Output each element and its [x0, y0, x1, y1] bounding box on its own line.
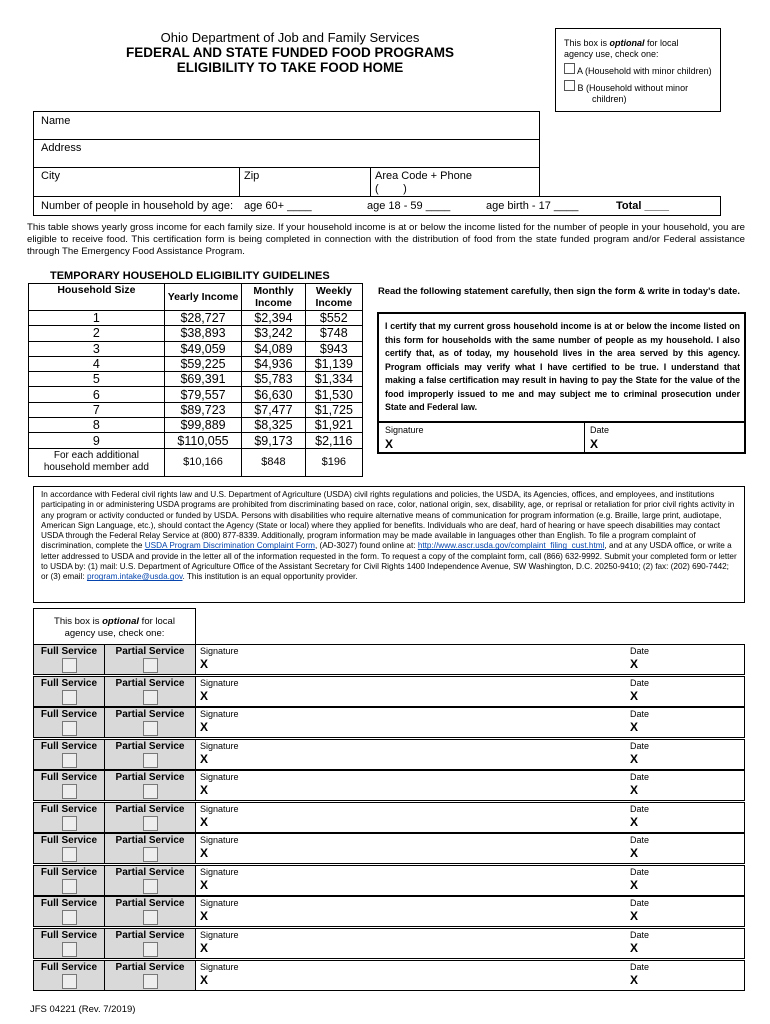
table-row — [29, 418, 363, 433]
table-cell: $848 — [242, 448, 305, 476]
service-date-label: Date — [630, 898, 650, 908]
service-signature-row — [33, 770, 745, 801]
full-service-cell: Full Service — [33, 833, 105, 864]
full-service-checkbox[interactable] — [62, 816, 77, 831]
service-date-label: Date — [630, 867, 650, 877]
partial-service-cell: Partial Service — [104, 865, 196, 896]
partial-service-checkbox[interactable] — [143, 690, 158, 705]
table-cell: $943 — [305, 341, 362, 356]
agebirth-field[interactable]: age birth - 17 ____ — [486, 200, 579, 212]
table-cell: $49,059 — [164, 341, 241, 356]
table-cell: $1,139 — [305, 356, 362, 371]
service-signature-row — [33, 802, 745, 833]
table-row — [29, 372, 363, 387]
full-service-checkbox[interactable] — [62, 974, 77, 989]
partial-service-cell: Partial Service — [104, 802, 196, 833]
full-service-cell: Full Service — [33, 896, 105, 927]
partial-service-checkbox[interactable] — [143, 910, 158, 925]
service-signature-row — [33, 960, 745, 991]
full-service-checkbox[interactable] — [62, 879, 77, 894]
zip-field[interactable]: Zip — [239, 167, 371, 197]
table-title: TEMPORARY HOUSEHOLD ELIGIBILITY GUIDELINES — [50, 270, 330, 282]
table-cell: $2,116 — [305, 433, 362, 448]
table-cell: $59,225 — [164, 356, 241, 371]
table-cell: $79,557 — [164, 387, 241, 402]
partial-service-cell: Partial Service — [104, 739, 196, 770]
service-signature-row — [33, 644, 745, 675]
table-cell: $1,725 — [305, 402, 362, 417]
table-cell: $69,391 — [164, 372, 241, 387]
full-service-checkbox[interactable] — [62, 753, 77, 768]
service-date-field[interactable]: X — [630, 783, 639, 797]
service-date-label: Date — [630, 804, 650, 814]
col-monthly: Monthly Income — [242, 284, 305, 311]
table-cell: $552 — [305, 311, 362, 326]
service-signature-row — [33, 676, 745, 707]
partial-service-checkbox[interactable] — [143, 879, 158, 894]
cert-date-field[interactable]: Date X — [585, 421, 744, 452]
service-signature-field[interactable]: Signature X Date X — [196, 928, 745, 959]
service-signature-field[interactable]: Signature X Date X — [196, 896, 745, 927]
partial-service-cell: Partial Service — [104, 644, 196, 675]
service-date-label: Date — [630, 741, 650, 751]
partial-service-cell: Partial Service — [104, 960, 196, 991]
full-service-cell: Full Service — [33, 928, 105, 959]
col-weekly: Weekly Income — [305, 284, 362, 311]
partial-service-cell: Partial Service — [104, 676, 196, 707]
service-signature-row — [33, 739, 745, 770]
service-date-field[interactable]: X — [630, 973, 639, 987]
service-signature-field[interactable]: Signature X Date X — [196, 833, 745, 864]
service-date-field[interactable]: X — [630, 909, 639, 923]
table-row — [29, 433, 363, 448]
email-link[interactable]: program.intake@usda.gov — [86, 572, 183, 582]
address-field[interactable]: Address — [33, 139, 540, 168]
full-service-cell: Full Service — [33, 644, 105, 675]
full-service-cell: Full Service — [33, 676, 105, 707]
option-b-checkbox[interactable] — [564, 80, 575, 91]
service-date-label: Date — [630, 930, 650, 940]
table-cell: $7,477 — [242, 402, 305, 417]
table-cell: $99,889 — [164, 418, 241, 433]
form-header — [40, 30, 540, 75]
service-date-field[interactable]: X — [630, 657, 639, 671]
full-service-cell: Full Service — [33, 802, 105, 833]
partial-service-checkbox[interactable] — [143, 753, 158, 768]
service-date-field[interactable]: X — [630, 720, 639, 734]
certification-text: I certify that my current gross household income is at or below the income listed on this form for households with the same number of people as my household. I also certify that, as of today, my household lives in the area served by this agency. Program officials may verify what I have certified to be true. I understand that making a false certification may result in having to pay the State for the value of the food improperly issued to me and may subject me to criminal prosecution under State and Federal law. — [385, 321, 740, 412]
service-signature-field[interactable]: Signature X Date X — [196, 739, 745, 770]
full-service-checkbox[interactable] — [62, 690, 77, 705]
total-field[interactable]: Total ____ — [616, 200, 669, 212]
service-date-field[interactable]: X — [630, 815, 639, 829]
full-service-cell: Full Service — [33, 707, 105, 738]
service-signature-field[interactable]: Signature X Date X — [196, 644, 745, 675]
full-service-checkbox[interactable] — [62, 721, 77, 736]
service-date-field[interactable]: X — [630, 941, 639, 955]
table-cell: $89,723 — [164, 402, 241, 417]
form-subtitle: ELIGIBILITY TO TAKE FOOD HOME — [176, 60, 404, 75]
service-signature-field[interactable]: Signature X Date X — [196, 770, 745, 801]
table-cell: $4,089 — [242, 341, 305, 356]
full-service-checkbox[interactable] — [62, 847, 77, 862]
service-date-label: Date — [630, 835, 650, 845]
table-cell: $9,173 — [242, 433, 305, 448]
table-cell: $6,630 — [242, 387, 305, 402]
table-row — [29, 402, 363, 417]
partial-service-checkbox[interactable] — [143, 721, 158, 736]
household-ages-row: Number of people in household by age: age 60+ ____ age 18 - 59 ____ age birth - 17 ____ Total ____ — [33, 196, 721, 216]
ascr-url-link[interactable]: http://www.ascr.usda.gov/complaint_filing_cust.html — [417, 541, 605, 551]
table-cell: 2 — [29, 326, 165, 341]
service-date-label: Date — [630, 709, 650, 719]
civil-rights-notice: In accordance with Federal civil rights law and U.S. Department of Agriculture (USDA) civil rights regulations and policies, the USDA, its Agencies, offices, and employees, and institutions participating in or administering USDA programs are prohibited from discriminating based on race, color, national origin, sex, disability, age, or reprisal or retaliation for prior civil rights activity in any program or activity conducted or funded by USDA. Persons with disabilities who require alternative means of communication for program information (e.g. Braille, large print, audiotape, American Sign Language, etc.), should contact the Agency (State or local) where they applied for benefits. Individuals who are deaf, hard of hearing or have speech disabilities may contact USDA through the Federal Relay Service at (800) 877-8339. Additionally, program information may be made available in languages other than English. To file a program complaint of discrimination, complete the USDA Program Discrimination Complaint Form, (AD-3027) found online at: http://www.ascr.usda.gov/complaint_filing_cust.html, and at any USDA office, or write a letter addressed to USDA and provide in the letter all of the information requested in the form. To request a copy of the complaint form, call (866) 632-9992. Submit your completed form or letter to USDA by: (1) mail: U.S. Department of Agriculture Office of the Assistant Secretary for Civil Rights 1400 Independence Avenue, SW Washington, D.C. 20250-9410; (2) fax: (202) 690-7442; or (3) email: program.intake@usda.gov. This institution is an equal opportunity provider. — [33, 486, 745, 603]
service-signature-row — [33, 707, 745, 738]
table-cell: 3 — [29, 341, 165, 356]
full-service-checkbox[interactable] — [62, 658, 77, 673]
partial-service-checkbox[interactable] — [143, 847, 158, 862]
service-date-field[interactable]: X — [630, 846, 639, 860]
age60-field[interactable]: age 60+ ____ — [244, 200, 312, 212]
partial-service-cell: Partial Service — [104, 833, 196, 864]
table-row — [29, 326, 363, 341]
table-cell: $4,936 — [242, 356, 305, 371]
table-cell: $10,166 — [164, 448, 241, 476]
table-cell: $38,893 — [164, 326, 241, 341]
table-cell: 9 — [29, 433, 165, 448]
phone-field[interactable]: Area Code + Phone ( ) — [370, 167, 540, 197]
service-signature-field[interactable]: Signature X Date X — [196, 960, 745, 991]
service-signature-row — [33, 833, 745, 864]
table-cell: $28,727 — [164, 311, 241, 326]
form-number: JFS 04221 (Rev. 7/2019) — [30, 1004, 136, 1015]
partial-service-checkbox[interactable] — [143, 658, 158, 673]
service-signature-field[interactable]: Signature X Date X — [196, 707, 745, 738]
service-signature-row — [33, 865, 745, 896]
service-date-label: Date — [630, 646, 650, 656]
full-service-checkbox[interactable] — [62, 910, 77, 925]
table-cell: $8,325 — [242, 418, 305, 433]
service-signature-field[interactable]: Signature X Date X — [196, 676, 745, 707]
full-service-checkbox[interactable] — [62, 942, 77, 957]
service-date-field[interactable]: X — [630, 752, 639, 766]
table-cell: 1 — [29, 311, 165, 326]
table-cell: 7 — [29, 402, 165, 417]
partial-service-cell: Partial Service — [104, 896, 196, 927]
table-cell: 6 — [29, 387, 165, 402]
service-signature-row — [33, 928, 745, 959]
complaint-form-link[interactable]: USDA Program Discrimination Complaint Form — [144, 541, 315, 551]
service-signature-row — [33, 896, 745, 927]
full-service-cell: Full Service — [33, 865, 105, 896]
table-row — [29, 341, 363, 356]
cert-signature-field[interactable]: Signature X — [379, 421, 585, 452]
age18-field[interactable]: age 18 - 59 ____ — [367, 200, 451, 212]
table-cell: 5 — [29, 372, 165, 387]
service-date-label: Date — [630, 772, 650, 782]
table-cell: 8 — [29, 418, 165, 433]
col-yearly: Yearly Income — [164, 284, 241, 311]
agency-name: Ohio Department of Job and Family Services — [160, 30, 420, 45]
partial-service-checkbox[interactable] — [143, 942, 158, 957]
partial-service-cell: Partial Service — [104, 707, 196, 738]
table-row — [29, 448, 363, 476]
full-service-cell: Full Service — [33, 960, 105, 991]
table-cell: $1,334 — [305, 372, 362, 387]
table-cell: $2,394 — [242, 311, 305, 326]
certification-box — [377, 312, 746, 454]
partial-service-cell: Partial Service — [104, 770, 196, 801]
option-a-checkbox[interactable] — [564, 63, 575, 74]
service-date-field[interactable]: X — [630, 878, 639, 892]
service-date-label: Date — [630, 962, 650, 972]
intro-text: This table shows yearly gross income for each family size. If your household income is at or below the income listed for the number of people in your household, you are eligible to receive food. This certification form is being completed in connection with the distribution of food from the state funded program and/or Federal assistance through The Emergency Food Assistance Program. — [27, 222, 745, 257]
table-row — [29, 356, 363, 371]
eligibility-table — [28, 283, 363, 477]
full-service-checkbox[interactable] — [62, 784, 77, 799]
table-cell: $5,783 — [242, 372, 305, 387]
full-service-cell: Full Service — [33, 770, 105, 801]
full-service-cell: Full Service — [33, 739, 105, 770]
read-instruction: Read the following statement carefully, then sign the form & write in today's date. — [378, 285, 741, 296]
service-optional-box: This box is optional for local agency use, check one: — [33, 608, 196, 644]
form-title: FEDERAL AND STATE FUNDED FOOD PROGRAMS — [125, 45, 454, 60]
table-cell: $1,530 — [305, 387, 362, 402]
col-household-size: Household Size — [29, 284, 165, 311]
table-cell: $110,055 — [164, 433, 241, 448]
city-field[interactable]: City — [33, 167, 240, 197]
partial-service-cell: Partial Service — [104, 928, 196, 959]
table-cell: $196 — [305, 448, 362, 476]
service-date-field[interactable]: X — [630, 689, 639, 703]
partial-service-checkbox[interactable] — [143, 974, 158, 989]
name-field[interactable]: Name — [33, 111, 540, 140]
table-cell: $1,921 — [305, 418, 362, 433]
table-cell: For each additional household member add — [29, 448, 165, 476]
optional-household-box: This box is optional for local agency use, check one: A (Household with minor children) B (Household without minor children) — [555, 28, 721, 112]
partial-service-checkbox[interactable] — [143, 784, 158, 799]
service-date-label: Date — [630, 678, 650, 688]
table-cell: $748 — [305, 326, 362, 341]
table-cell: 4 — [29, 356, 165, 371]
table-row — [29, 311, 363, 326]
table-row — [29, 387, 363, 402]
partial-service-checkbox[interactable] — [143, 816, 158, 831]
service-signature-field[interactable]: Signature X Date X — [196, 865, 745, 896]
service-signature-field[interactable]: Signature X Date X — [196, 802, 745, 833]
table-cell: $3,242 — [242, 326, 305, 341]
